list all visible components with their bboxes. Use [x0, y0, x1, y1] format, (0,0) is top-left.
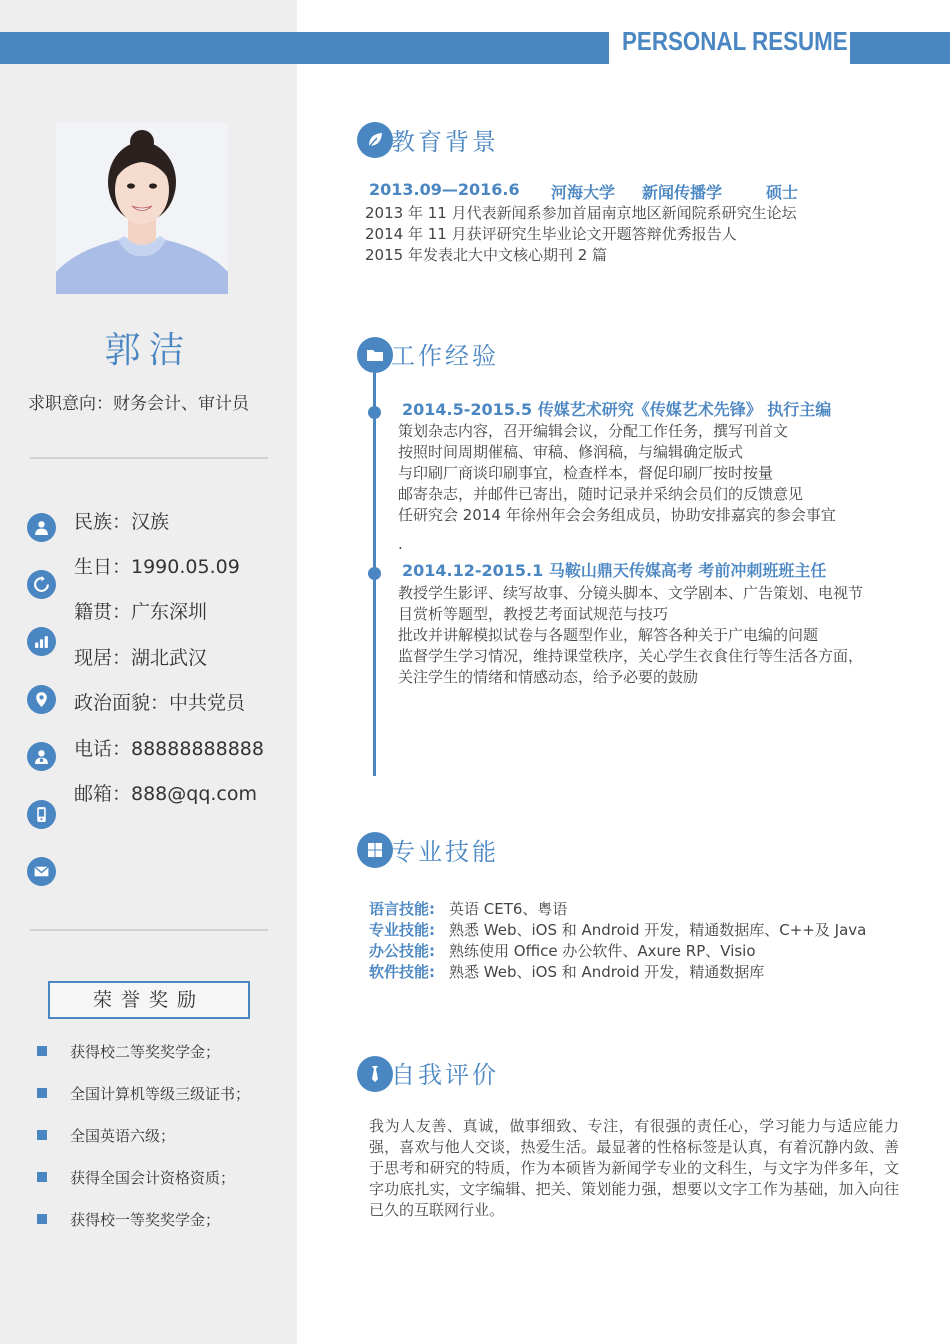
- profile-photo: [56, 122, 228, 294]
- job-detail: 监督学生学习情况，维持课堂秩序，关心学生衣食住行等生活各方面，: [398, 647, 864, 665]
- education-detail: 2013 年 11 月代表新闻系参加首届南京地区新闻院系研究生论坛: [365, 204, 797, 222]
- honor-bullet: [37, 1172, 47, 1182]
- honor-item: 获得全国会计资格资质；: [70, 1169, 236, 1187]
- skill-label: 语言技能:: [369, 900, 435, 918]
- education-title: 教育背景: [391, 128, 499, 156]
- timeline-dot: [368, 567, 381, 580]
- education-major: 新闻传播学: [642, 183, 723, 202]
- self-eval-title: 自我评价: [391, 1061, 499, 1089]
- honor-item: 获得校一等奖奖学金；: [70, 1211, 221, 1229]
- info-email: 邮箱：888@qq.com: [74, 783, 258, 805]
- skills-title: 专业技能: [391, 838, 499, 866]
- user-icon: [27, 513, 56, 542]
- education-detail: 2015 年发表北大中文核心期刊 2 篇: [365, 246, 608, 264]
- job-detail: 目赏析等题型，教授艺考面试规范与技巧: [398, 605, 669, 623]
- job-detail: .: [398, 535, 403, 553]
- honor-item: 全国计算机等级三级证书；: [70, 1085, 251, 1103]
- sidebar-divider: [30, 457, 268, 459]
- skill-text: 熟悉 Web、iOS 和 Android 开发，精通数据库: [449, 963, 765, 981]
- info-hometown: 籍贯：广东深圳: [74, 601, 208, 623]
- chart-icon: [27, 627, 56, 656]
- skill-text: 熟练使用 Office 办公软件、Axure RP、Visio: [449, 942, 756, 960]
- sidebar-divider: [30, 929, 268, 931]
- work-title: 工作经验: [391, 342, 499, 370]
- folder-icon: [357, 337, 393, 373]
- windows-icon: [357, 832, 393, 868]
- honor-item: 全国英语六级；: [70, 1127, 176, 1145]
- job-heading: 2014.5-2015.5 传媒艺术研究《传媒艺术先锋》 执行主编: [402, 400, 832, 419]
- mail-icon: [27, 857, 56, 886]
- job-detail: 批改并讲解模拟试卷与各题型作业，解答各种关于广电编的问题: [398, 626, 819, 644]
- job-detail: 策划杂志内容，召开编辑会议，分配工作任务，撰写刊首文: [398, 422, 789, 440]
- education-school: 河海大学: [551, 183, 616, 202]
- honor-item: 获得校二等奖奖学金；: [70, 1043, 221, 1061]
- timeline-dot: [368, 406, 381, 419]
- info-birthday: 生日：1990.05.09: [74, 556, 240, 578]
- info-residence: 现居：湖北武汉: [74, 647, 208, 669]
- honor-bullet: [37, 1214, 47, 1224]
- honors-heading: 荣誉奖励: [48, 981, 250, 1019]
- job-detail: 任研究会 2014 年徐州年会会务组成员，协助安排嘉宾的参会事宜: [398, 506, 836, 524]
- skill-label: 专业技能:: [369, 921, 435, 939]
- education-period: 2013.09—2016.6: [369, 180, 520, 199]
- header-bar-left: [0, 32, 609, 64]
- location-pin-icon: [27, 685, 56, 714]
- resume-title: PERSONAL RESUME: [622, 26, 848, 56]
- honor-bullet: [37, 1046, 47, 1056]
- job-detail: 与印刷厂商谈印刷事宜，检查样本，督促印刷厂按时按量: [398, 464, 774, 482]
- skill-label: 办公技能:: [369, 942, 435, 960]
- info-ethnicity: 民族：汉族: [74, 511, 170, 533]
- info-phone: 电话：88888888888: [74, 738, 264, 760]
- tie-icon: [357, 1056, 393, 1092]
- education-degree: 硕士: [766, 183, 799, 202]
- phone-icon: [27, 800, 56, 829]
- skill-label: 软件技能:: [369, 963, 435, 981]
- candidate-name: 郭洁: [104, 330, 193, 371]
- leaf-icon: [357, 122, 393, 158]
- self-eval-text: 我为人友善、真诚，做事细致、专注，有很强的责任心，学习能力与适应能力强，喜欢与他人交谈，热爱生活。最显著的性格标签是认真，有着沉静内敛、善于思考和研究的特质，作为本硕皆为新闻学专业的文科生，与文字为伴多年，文字功底扎实，文字编辑、把关、策划能力强，想要以文字工作为基础，加入向往已久的互联网行业。: [369, 1117, 899, 1219]
- job-detail: 按照时间周期催稿、审稿、修润稿，与编辑确定版式: [398, 443, 744, 461]
- job-objective: 求职意向：财务会计、审计员: [28, 394, 249, 414]
- skill-text: 英语 CET6、粤语: [449, 900, 568, 918]
- job-detail: 教授学生影评、续写故事、分镜头脚本、文学剧本、广告策划、电视节: [398, 584, 864, 602]
- skill-text: 熟悉 Web、iOS 和 Android 开发，精通数据库、C++及 Java: [449, 921, 867, 939]
- education-detail: 2014 年 11 月获评研究生毕业论文开题答辩优秀报告人: [365, 225, 737, 243]
- refresh-icon: [27, 570, 56, 599]
- honor-bullet: [37, 1130, 47, 1140]
- honor-bullet: [37, 1088, 47, 1098]
- job-detail: 关注学生的情绪和情感动态，给予必要的鼓励: [398, 668, 699, 686]
- person-badge-icon: [27, 742, 56, 771]
- info-political-status: 政治面貌：中共党员: [74, 692, 246, 714]
- job-heading: 2014.12-2015.1 马鞍山鼎天传媒高考 考前冲刺班班主任: [402, 561, 827, 580]
- header-bar-right: [850, 32, 950, 64]
- job-detail: 邮寄杂志，并邮件已寄出，随时记录并采纳会员们的反馈意见: [398, 485, 804, 503]
